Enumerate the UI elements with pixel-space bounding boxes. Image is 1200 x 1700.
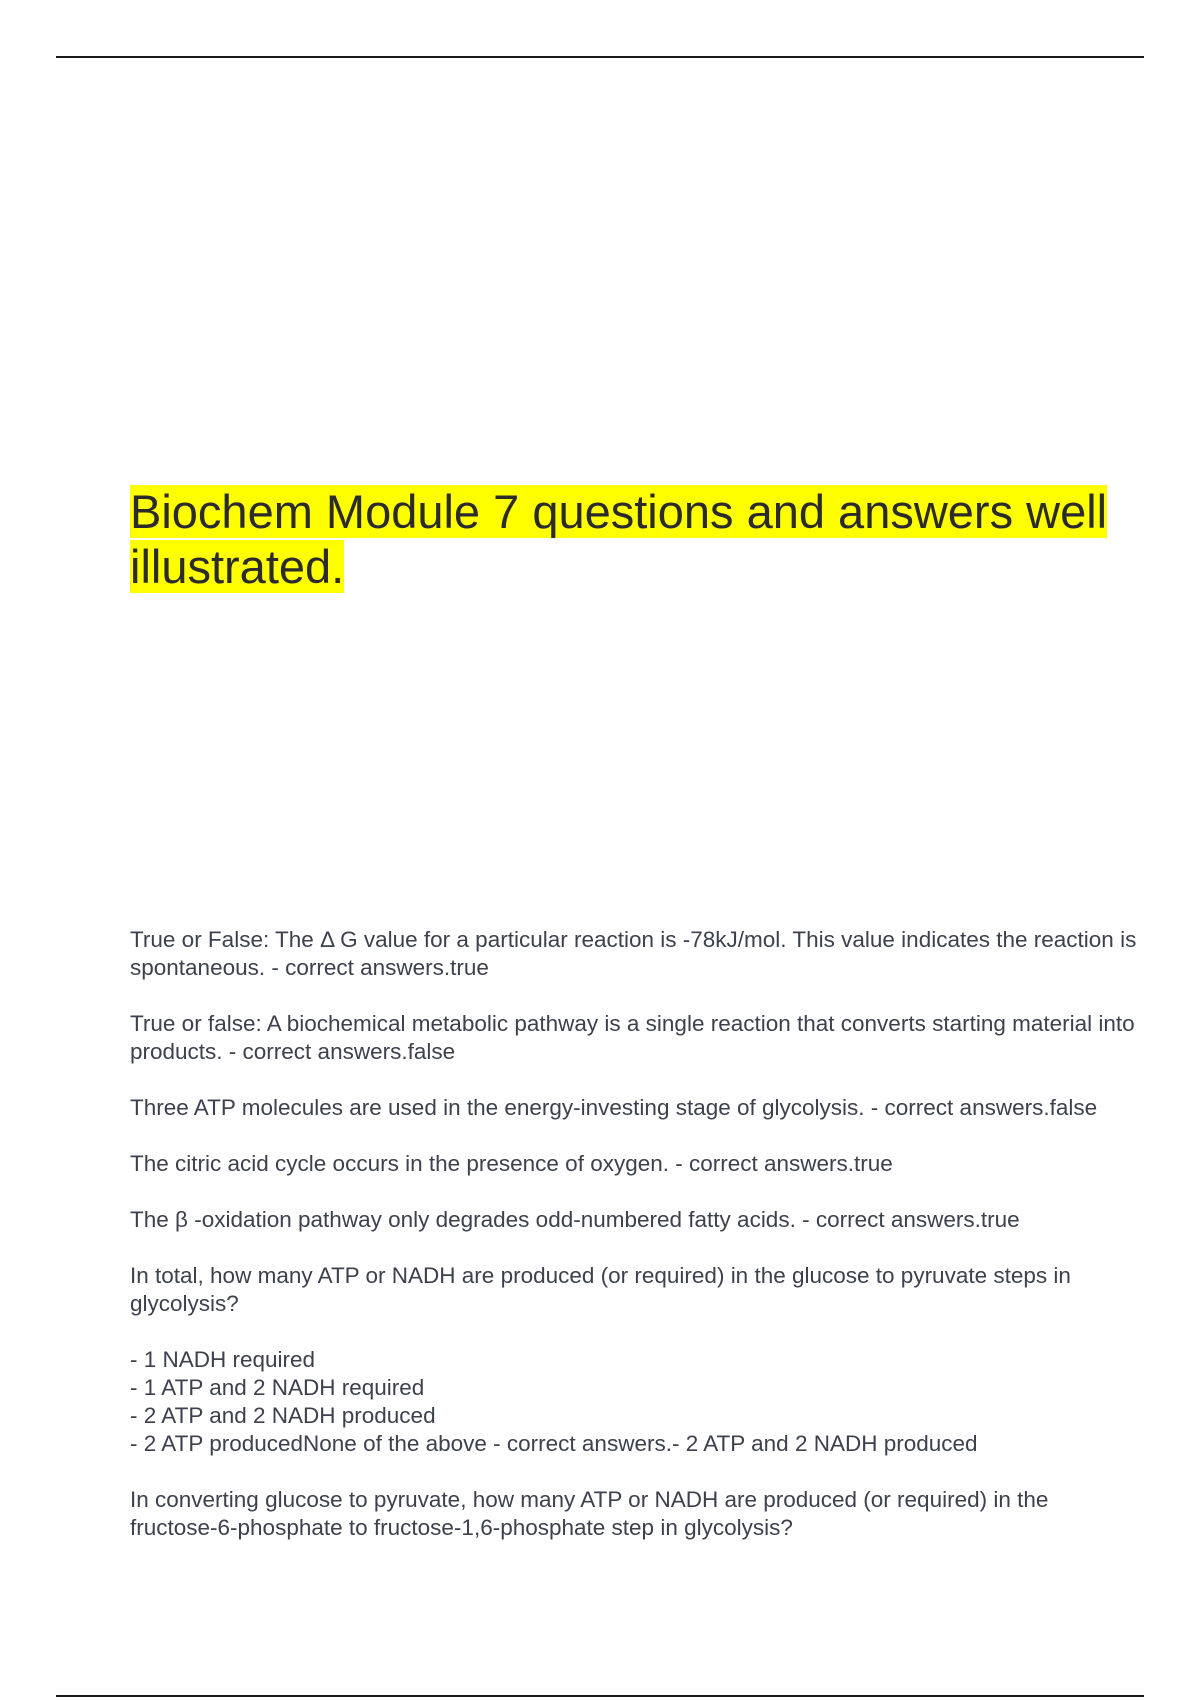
document-title (130, 484, 1142, 594)
qa-item-7-options: - 1 NADH required - 1 ATP and 2 NADH required - 2 ATP and 2 NADH produced - 2 ATP producedNone of the above - correct answers.- 2 ATP and 2 NADH produced (130, 1347, 978, 1456)
qa-list (130, 926, 1140, 1542)
bottom-rule (56, 1695, 1144, 1697)
qa-item-8: In converting glucose to pyruvate, how many ATP or NADH are produced (or required) in the fructose-6-phosphate to fructose-1,6-phosphate step in glycolysis? (130, 1487, 1049, 1540)
qa-item-6: In total, how many ATP or NADH are produced (or required) in the glucose to pyruvate steps in glycolysis? (130, 1263, 1071, 1316)
qa-item-2: True or false: A biochemical metabolic pathway is a single reaction that converts starting material into products. - correct answers.false (130, 1011, 1135, 1064)
top-rule (56, 56, 1144, 58)
qa-item-5: The β -oxidation pathway only degrades odd-numbered fatty acids. - correct answers.true (130, 1207, 1020, 1232)
title-highlight: Biochem Module 7 questions and answers well illustrated. (130, 485, 1108, 593)
qa-item-4: The citric acid cycle occurs in the presence of oxygen. - correct answers.true (130, 1151, 893, 1176)
qa-item-1: True or False: The Δ G value for a particular reaction is -78kJ/mol. This value indicates the reaction is spontaneous. - correct answers.true (130, 927, 1137, 980)
qa-item-3: Three ATP molecules are used in the energy-investing stage of glycolysis. - correct answers.false (130, 1095, 1098, 1120)
